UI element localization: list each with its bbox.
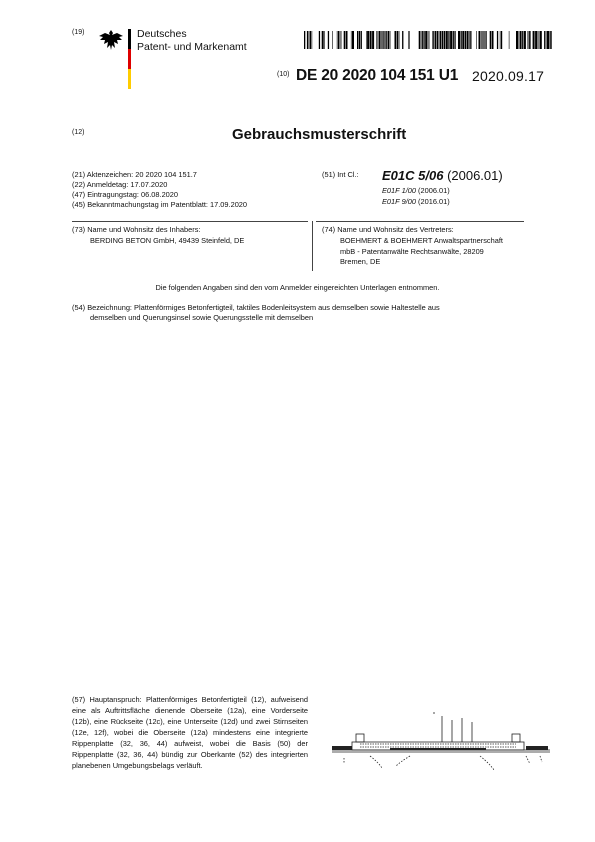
barcode-bar <box>372 31 374 49</box>
document-title: Gebrauchsmusterschrift <box>232 126 407 143</box>
barcode-bar <box>470 31 471 49</box>
barcode-bar <box>437 31 438 49</box>
inid-12: (12) <box>72 129 85 136</box>
barcode-bar <box>337 31 338 49</box>
int-cl-secondary-1-code: E01F 1/00 <box>382 186 416 195</box>
barcode-bar <box>539 31 540 49</box>
barcode-bar <box>307 31 308 49</box>
federal-eagle-icon <box>98 28 124 52</box>
barcode-bar <box>444 31 445 49</box>
barcode-bar <box>533 31 535 49</box>
barcode-bar <box>497 31 498 49</box>
barcode-bar <box>408 31 409 49</box>
barcode-bar <box>448 31 449 49</box>
barcode-bar <box>397 31 398 49</box>
inid-10: (10) <box>277 71 290 78</box>
office-name-line1: Deutsches <box>137 28 187 40</box>
barcode-bar <box>376 31 377 49</box>
representative-label: (74) Name und Wohnsitz des Vertreters: <box>322 225 454 234</box>
barcode-bar <box>419 31 420 49</box>
barcode-bar <box>500 31 501 49</box>
applicant-note: Die folgenden Angaben sind den vom Anmelder eingereichten Unterlagen entnommen. <box>155 283 440 292</box>
barcode-bar <box>351 31 352 49</box>
barcode-bar <box>483 31 484 49</box>
inid-19: (19) <box>72 29 85 36</box>
barcode-bar <box>388 31 389 49</box>
office-name-line2: Patent- und Markenamt <box>137 41 247 53</box>
barcode-bar <box>476 31 477 49</box>
barcode-bar <box>328 31 329 49</box>
barcode-bar <box>454 31 455 49</box>
barcode-bar <box>383 31 384 49</box>
barcode-bar <box>357 31 358 49</box>
barcode-bar <box>509 31 510 49</box>
barcode-bar <box>395 31 397 49</box>
barcode-bar <box>544 31 545 49</box>
barcode-bar <box>422 31 423 49</box>
barcode-bar <box>381 31 382 49</box>
barcode-bar <box>435 31 436 49</box>
barcode-bar <box>481 31 482 49</box>
barcode <box>304 31 552 49</box>
barcode-bar <box>309 31 310 49</box>
barcode-bar <box>432 31 433 49</box>
barcode-bar <box>425 31 427 49</box>
barcode-bar <box>385 31 386 49</box>
technical-drawing <box>330 702 555 782</box>
abstract-text: (57) Hauptanspruch: Plattenförmiges Betonfertigteil (12), aufweisend eine als Auftrittsfläche dienende Oberseite (12a), eine Vorderseite (12b), eine Rückseite (12c), eine Unterseite (12d) und zwei Stirnseiten (12e, 12f), wobei die Oberseite (12a) mindestens eine integrierte Rippenplatte (32, 36, 44) aufweist, wobei die Basis (50) der Rippenplatte (32, 36, 44) bündig zur Oberkante (52) des integrierten planebenen Umgebungsbelags verläuft. <box>72 695 308 770</box>
designation-line-2: demselben und Querungsinsel sowie Querungsstelle mit demselben <box>90 313 314 322</box>
barcode-bar <box>450 31 452 49</box>
barcode-bar <box>367 31 369 49</box>
barcode-bar <box>492 31 494 49</box>
barcode-bar <box>547 31 549 49</box>
barcode-bar <box>465 31 466 49</box>
barcode-bar <box>310 31 311 49</box>
barcode-bar <box>361 31 362 49</box>
barcode-bar <box>516 31 518 49</box>
barcode-bar <box>359 31 360 49</box>
barcode-bar <box>520 31 522 49</box>
barcode-bar <box>519 31 520 49</box>
barcode-bar <box>322 31 324 49</box>
representative-line-1: BOEHMERT & BOEHMERT Anwaltspartnerschaft <box>340 236 503 245</box>
barcode-bar <box>409 31 410 49</box>
designation-line-1: (54) Bezeichnung: Plattenförmiges Betonfertigteil, taktiles Bodenleitsystem aus demselben sowie Haltestelle aus <box>72 303 440 312</box>
int-cl-secondary-2-version: (2016.01) <box>418 197 450 206</box>
barcode-bar <box>428 31 429 49</box>
filing-date: (22) Anmeldetag: 17.07.2020 <box>72 180 168 189</box>
barcode-bar <box>439 31 440 49</box>
barcode-bar <box>446 31 448 49</box>
barcode-bar <box>469 31 470 49</box>
barcode-bar <box>319 31 320 49</box>
barcode-bar <box>341 31 342 49</box>
owner-label: (73) Name und Wohnsitz des Inhabers: <box>72 225 201 234</box>
barcode-bar <box>540 31 542 49</box>
barcode-bar <box>433 31 434 49</box>
representative-line-2: mbB - Patentanwälte Rechtsanwälte, 28209 <box>340 246 484 256</box>
int-cl-main-version: (2006.01) <box>447 168 503 183</box>
owner-value: BERDING BETON GmbH, 49439 Steinfeld, DE <box>90 236 245 245</box>
barcode-bar <box>528 31 529 49</box>
publication-date: 2020.09.17 <box>472 68 545 84</box>
barcode-bar <box>551 31 552 49</box>
representative-line-3: Bremen, DE <box>340 257 381 266</box>
barcode-bar <box>346 31 348 49</box>
owner-top-rule <box>72 221 308 222</box>
int-cl-main-code: E01C 5/06 <box>382 168 444 183</box>
barcode-bar <box>382 31 383 49</box>
int-cl-secondary-1 <box>382 186 450 195</box>
barcode-bar <box>421 31 422 49</box>
barcode-bar <box>535 31 537 49</box>
barcode-bar <box>423 31 424 49</box>
owner-representative-divider <box>312 221 313 271</box>
barcode-bar <box>312 31 313 49</box>
barcode-bar <box>429 31 430 49</box>
barcode-bar <box>402 31 403 49</box>
barcode-bar <box>462 31 464 49</box>
barcode-bar <box>386 31 387 49</box>
barcode-bar <box>352 31 354 49</box>
barcode-bar <box>538 31 539 49</box>
int-cl-secondary-1-version: (2006.01) <box>418 186 450 195</box>
barcode-bar <box>467 31 469 49</box>
barcode-bar <box>442 31 444 49</box>
barcode-bar <box>501 31 502 49</box>
barcode-bar <box>390 31 391 49</box>
abstract <box>72 694 308 771</box>
barcode-bar <box>458 31 460 49</box>
barcode-bar <box>522 31 523 49</box>
int-cl-secondary-2 <box>382 197 450 206</box>
barcode-bar <box>453 31 454 49</box>
barcode-bar <box>490 31 491 49</box>
barcode-bar <box>461 31 462 49</box>
barcode-bar <box>370 31 372 49</box>
representative-value <box>340 236 560 268</box>
barcode-bar <box>378 31 379 49</box>
int-cl-main <box>382 168 503 183</box>
barcode-bar <box>546 31 547 49</box>
barcode-bar <box>338 31 339 49</box>
barcode-bar <box>524 31 526 49</box>
representative-top-rule <box>316 221 524 222</box>
barcode-bar <box>332 31 333 49</box>
barcode-bar <box>366 31 367 49</box>
barcode-bar <box>550 31 551 49</box>
int-cl-label: (51) Int Cl.: <box>322 170 359 179</box>
barcode-bar <box>340 31 341 49</box>
barcode-bar <box>530 31 531 49</box>
german-flag-stripe <box>128 29 131 89</box>
barcode-bar <box>344 31 345 49</box>
publication-notice-date: (45) Bekanntmachungstag im Patentblatt: 17.09.2020 <box>72 200 248 209</box>
barcode-bar <box>304 31 305 49</box>
publication-number: DE 20 2020 104 151 U1 <box>296 67 459 84</box>
barcode-bar <box>324 31 325 49</box>
int-cl-secondary-2-code: E01F 9/00 <box>382 197 416 206</box>
barcode-bar <box>485 31 486 49</box>
barcode-bar <box>399 31 400 49</box>
barcode-bar <box>529 31 530 49</box>
barcode-bar <box>482 31 483 49</box>
barcode-bar <box>484 31 485 49</box>
barcode-bar <box>379 31 381 49</box>
registration-date: (47) Eintragungstag: 06.08.2020 <box>72 190 179 199</box>
barcode-bar <box>479 31 481 49</box>
application-number: (21) Aktenzeichen: 20 2020 104 151.7 <box>72 170 197 179</box>
barcode-bar <box>440 31 441 49</box>
